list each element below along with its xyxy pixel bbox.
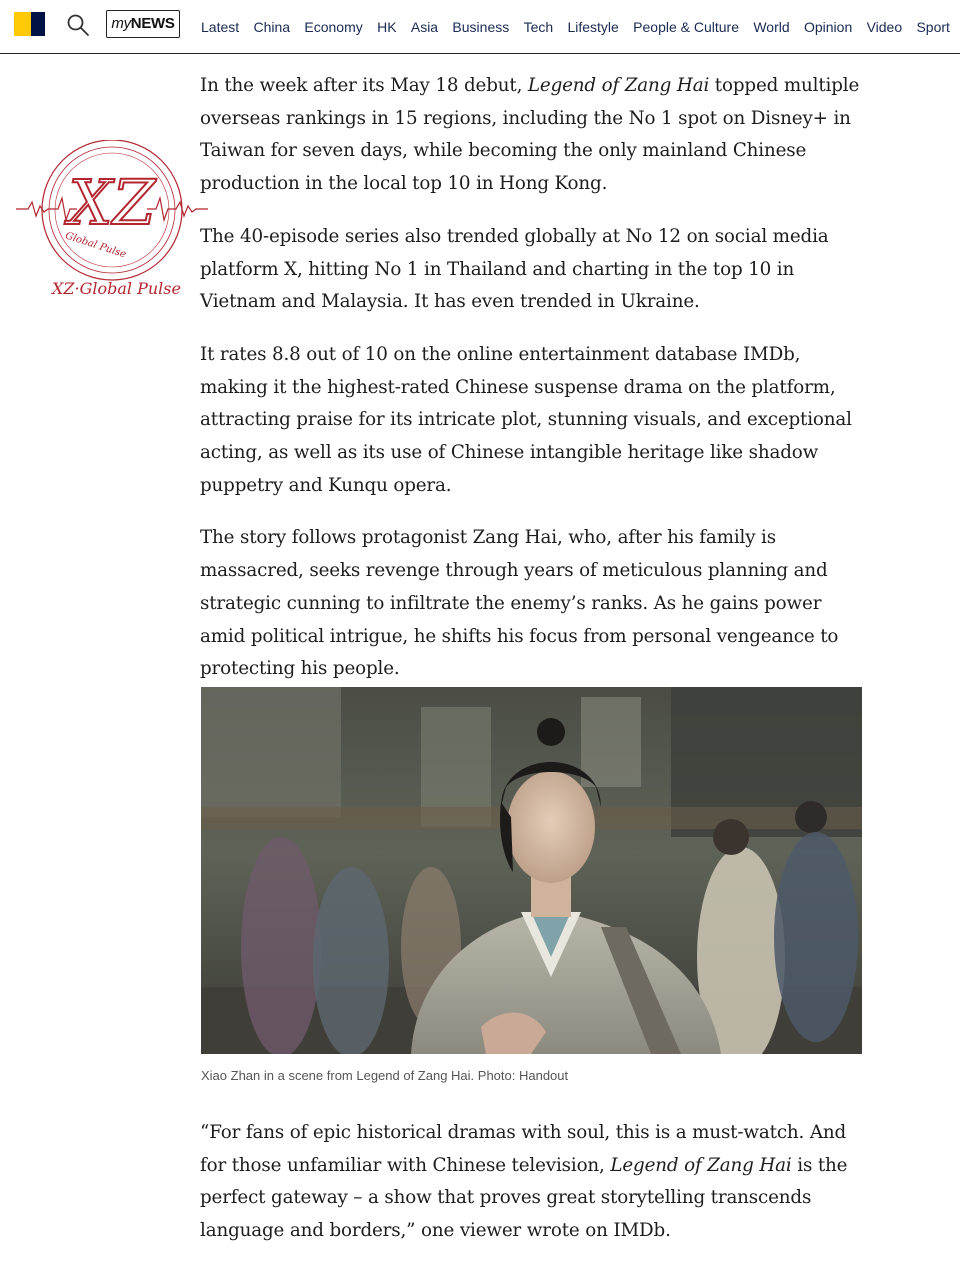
nav-item-people-culture[interactable]: People & Culture	[633, 18, 739, 35]
scmp-logo-icon[interactable]	[14, 12, 48, 36]
watermark-tagline: Global Pulse	[63, 230, 128, 261]
nav-item-sport[interactable]: Sport	[916, 18, 950, 35]
nav-item-economy[interactable]: Economy	[304, 18, 363, 35]
section-nav	[201, 0, 950, 53]
article-photo[interactable]	[201, 687, 862, 1054]
mynews-suffix: NEWS	[130, 15, 175, 32]
article-body	[200, 70, 865, 706]
nav-item-latest[interactable]: Latest	[201, 18, 240, 35]
watermark-monogram: XZ	[68, 166, 156, 239]
watermark-label: XZ·Global Pulse	[52, 279, 181, 298]
nav-item-tech[interactable]: Tech	[523, 18, 554, 35]
nav-item-asia[interactable]: Asia	[410, 18, 439, 35]
photo-caption: Xiao Zhan in a scene from Legend of Zang Hai. Photo: Handout	[201, 1068, 569, 1083]
quote-paragraph: “For fans of epic historical dramas with soul, this is a must-watch. And for those unfamiliar with Chinese television, Legend of Zang Hai is the perfect gateway – a show that proves great storytelling transcends language and borders,” one viewer wrote on IMDb.	[200, 1122, 848, 1242]
show-title: Legend of Zang Hai	[610, 1154, 792, 1176]
mynews-prefix: my	[111, 15, 131, 32]
nav-item-lifestyle[interactable]: Lifestyle	[567, 18, 619, 35]
mynews-button[interactable]	[106, 10, 180, 38]
article-paragraph-2: The 40-episode series also trended globally at No 12 on social media platform X, hitting No 1 in Thailand and charting in the top 10 in Vietnam and Malaysia. It has even trended in Ukraine.	[200, 225, 829, 313]
article-paragraph-1: In the week after its May 18 debut, Legend of Zang Hai topped multiple overseas rankings in 15 regions, including the No 1 spot on Disney+ in Taiwan for seven days, while becoming the only mainland Chinese production in the local top 10 in Hong Kong.	[200, 75, 860, 195]
top-nav-bar	[0, 0, 960, 54]
article-paragraph-3: It rates 8.8 out of 10 on the online entertainment database IMDb, making it the highest-rated Chinese suspense drama on the platform, attracting praise for its intricate plot, stunning visuals, and exceptional acting, as well as its use of Chinese intangible heritage like shadow puppetry and Kunqu opera.	[200, 343, 852, 496]
nav-item-china[interactable]: China	[253, 18, 291, 35]
show-title: Legend of Zang Hai	[527, 75, 710, 96]
nav-item-business[interactable]: Business	[452, 18, 510, 35]
nav-item-hk[interactable]: HK	[377, 18, 397, 35]
nav-item-video[interactable]: Video	[866, 18, 903, 35]
nav-item-world[interactable]: World	[753, 18, 790, 35]
search-icon[interactable]	[66, 13, 90, 37]
viewer-quote	[200, 1117, 865, 1268]
nav-item-opinion[interactable]: Opinion	[803, 18, 853, 35]
article-paragraph-4: The story follows protagonist Zang Hai, who, after his family is massacred, seeks revenge through years of meticulous planning and strategic cunning to infiltrate the enemy’s ranks. As he gains power amid political intrigue, he shifts his focus from personal vengeance to protecting his people.	[200, 527, 839, 680]
